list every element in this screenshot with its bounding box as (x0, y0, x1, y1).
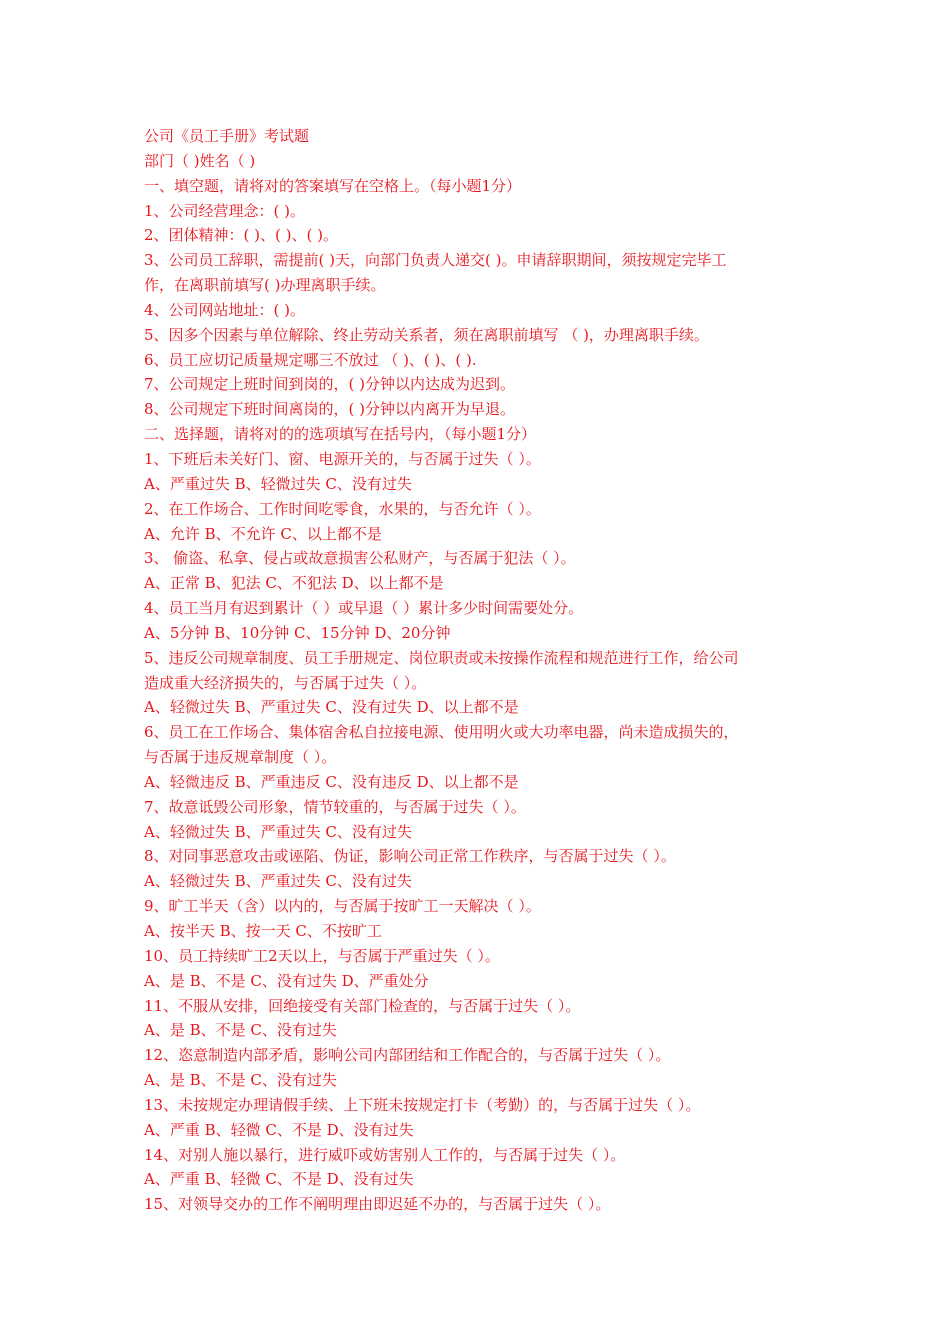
choice-options-7: A、轻微过失 B、严重过失 C、没有过失 (144, 822, 412, 841)
section-choice-heading: 二、选择题，请将对的的选项填写在括号内，（每小题1分） (144, 425, 537, 444)
choice-question-2: 2、在工作场合、工作时间吃零食，水果的，与否允许（ ）。 (144, 499, 541, 518)
choice-question-9: 9、旷工半天（含）以内的，与否属于按旷工一天解决（ ）。 (144, 897, 541, 916)
choice-options-13: A、严重 B、轻微 C、不是 D、没有过失 (144, 1120, 414, 1139)
choice-question-13: 13、未按规定办理请假手续、上下班未按规定打卡（考勤）的，与否属于过失（ ）。 (144, 1095, 701, 1114)
choice-options-3: A、正常 B、犯法 C、不犯法 D、以上都不是 (144, 574, 444, 593)
choice-question-1: 1、下班后未关好门、窗、电源开关的，与否属于过失（ ）。 (144, 449, 541, 468)
choice-question-15: 15、对领导交办的工作不阐明理由即迟延不办的，与否属于过失（ ）。 (144, 1195, 611, 1214)
choice-options-6: A、轻微违反 B、严重违反 C、没有违反 D、以上都不是 (144, 772, 519, 791)
fill-question-5: 5、因多个因素与单位解除、终止劳动关系者，须在离职前填写 （ )，办理离职手续。 (144, 325, 709, 344)
choice-options-4: A、5分钟 B、10分钟 C、15分钟 D、20分钟 (144, 623, 451, 642)
choice-question-12: 12、恣意制造内部矛盾，影响公司内部团结和工作配合的，与否属于过失（ ）。 (144, 1046, 671, 1065)
choice-question-5: 5、违反公司规章制度、员工手册规定、岗位职责或未按操作流程和规范进行工作，给公司 (144, 648, 739, 667)
fill-question-4: 4、公司网站地址：( )。 (144, 300, 306, 319)
choice-options-12: A、是 B、不是 C、没有过失 (144, 1071, 337, 1090)
choice-options-5: A、轻微过失 B、严重过失 C、没有过失 D、以上都不是 (144, 698, 519, 717)
section-fill-blank-heading: 一、填空题，请将对的答案填写在空格上。（每小题1分） (144, 176, 522, 195)
fill-question-3-continued: 作，在离职前填写( )办理离职手续。 (144, 276, 386, 295)
choice-question-11: 11、不服从安排，回绝接受有关部门检查的，与否属于过失（ ）。 (144, 996, 581, 1015)
fill-question-1: 1、公司经营理念：( )。 (144, 201, 306, 220)
document-title: 公司《员工手册》考试题 (144, 127, 310, 145)
choice-question-7: 7、故意诋毁公司形象，情节较重的，与否属于过失（ ）。 (144, 797, 526, 816)
choice-question-3: 3、 偷盗、私拿、侵占或故意损害公私财产，与否属于犯法（ ）。 (144, 549, 576, 568)
choice-question-6: 6、员工在工作场合、集体宿舍私自拉接电源、使用明火或大功率电器，尚未造成损失的， (144, 723, 739, 742)
fill-question-7: 7、公司规定上班时间到岗的，( )分钟以内达成为迟到。 (144, 375, 516, 394)
choice-options-2: A、允许 B、不允许 C、以上都不是 (144, 524, 382, 543)
choice-question-10: 10、员工持续旷工2天以上，与否属于严重过失（ ）。 (144, 946, 500, 965)
choice-options-11: A、是 B、不是 C、没有过失 (144, 1021, 337, 1040)
choice-options-9: A、按半天 B、按一天 C、不按旷工 (144, 922, 382, 940)
fill-question-6: 6、员工应切记质量规定哪三不放过 （ )、( )、( ). (144, 350, 477, 369)
choice-question-4: 4、员工当月有迟到累计（ ）或早退（ ）累计多少时间需要处分。 (144, 599, 584, 618)
department-name-line: 部门（ )姓名（ ) (144, 151, 256, 170)
fill-question-2: 2、团体精神：( )、( )、( )。 (144, 226, 338, 245)
choice-question-6-continued: 与否属于违反规章制度（ ）。 (144, 748, 337, 767)
choice-question-14: 14、对别人施以暴行，进行威吓或妨害别人工作的，与否属于过失（ ）。 (144, 1145, 626, 1164)
fill-question-3: 3、公司员工辞职，需提前( )天，向部门负责人递交( )。申请辞职期间，须按规定完毕工 (144, 251, 727, 270)
choice-question-5-continued: 造成重大经济损失的，与否属于过失（ ）。 (144, 673, 427, 692)
choice-options-8: A、轻微过失 B、严重过失 C、没有过失 (144, 872, 412, 891)
choice-options-14: A、严重 B、轻微 C、不是 D、没有过失 (144, 1170, 414, 1189)
choice-options-1: A、严重过失 B、轻微过失 C、没有过失 (144, 474, 412, 493)
fill-question-8: 8、公司规定下班时间离岗的，( )分钟以内离开为早退。 (144, 400, 516, 419)
choice-options-10: A、是 B、不是 C、没有过失 D、严重处分 (144, 971, 429, 990)
exam-document (144, 124, 824, 1217)
choice-question-8: 8、对同事恶意攻击或诬陷、伪证，影响公司正常工作秩序，与否属于过失（ ）。 (144, 847, 676, 866)
